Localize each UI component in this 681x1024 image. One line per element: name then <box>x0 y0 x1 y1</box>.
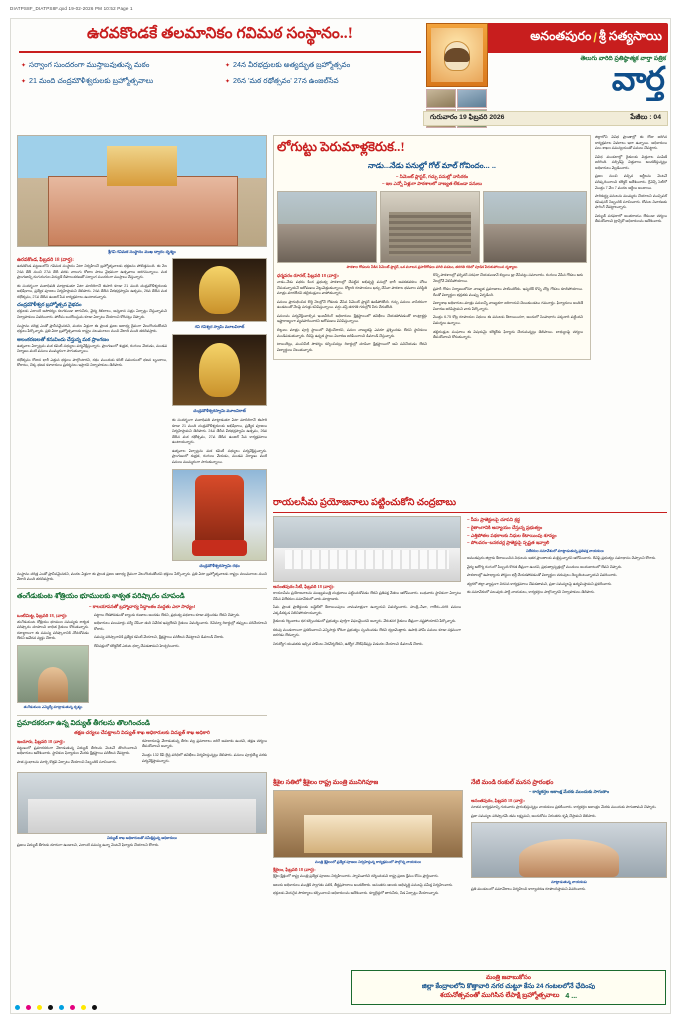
rayalaseema-point-1: – సీమ ప్రాజెక్టులపై చూపని శ్రద్ధ <box>467 517 521 522</box>
logutu-headline: లోగుట్టు పెరుమాళ్లకెరుక..! <box>277 139 405 154</box>
deity-photo-2-caption: చంద్రమౌళీశ్వరస్వామి మూలవిరాట్ <box>193 408 246 413</box>
reg-dot-magenta <box>26 1005 31 1010</box>
dateline-1: ఉరవకొండ, ఫిబ్రవరి 18 (వార్త): <box>17 258 74 263</box>
tangedu-headline: తంగేడుకుంట శోత్రియం భూములకు శాశ్వత పరిష్కారం చూపండి <box>17 591 185 600</box>
reg-dot-black-2 <box>92 1005 97 1010</box>
rayalaseema-subcap: విలేకరుల సమావేశంలో మాట్లాడుతున్న ప్రతిపక్ష నాయకులు <box>526 549 604 554</box>
logutu-photo-2 <box>380 191 480 263</box>
power-col-1: ఇందూరు, ఫిబ్రవరి 18 (వార్త): పట్టణంలో ప్రమాదకరంగా వేలాడుతున్న విద్యుత్ తీగలను వెంటనే తొలగించాలని అధికారులు ఆదేశించారు. స్థానికుల ఫిర్యాదుల మేరకు క్షేత్రస్థాయి పరిశీలన చేపట్టారు. పాత స్తంభాలను మార్చి కొత్తవి ఏర్పాటు చేయాలని సిబ్బందికి సూచించారు. <box>17 738 137 764</box>
story-tangedu <box>17 588 267 710</box>
reg-dot-cyan <box>15 1005 20 1010</box>
story-srisaila: శ్రీశైల సతిలో శ్రీశైలం రాష్ట్ర మంత్రి మునిగిపూజ మంత్రి శ్రీశైలంలో ప్రత్యేక పూజలు నిర్వహిస్తున్న కార్యక్రమంలో పాల్గొన్న నాయకులు శ్రీశైలం, ఫిబ్రవరి 18 (వార్త): శ్రీశైల క్షేత్రంలో రాష్ట్ర మంత్రి ప్రత్యేక పూజలు నిర్వహించారు. స్వామివారిని దర్శించుకుని రాష్ట్ర ప్రజల క్షేమం కోసం ప్రార్థించారు. ఆలయ అధికారులు మంత్రికి స్వాగతం పలికి, తీర్థప్రసాదాలు అందజేశారు. అనంతరం ఆలయ అభివృద్ధి పనులపై సమీక్ష నిర్వహించారు. భక్తులకు మెరుగైన సౌకర్యాలు కల్పించాలని అధికారులను ఆదేశించారు. క్యూలైన్లలో తాగునీరు, నీడ ఏర్పాట్లు చేయాలన్నారు. <box>273 779 463 900</box>
srisaila-headline: శ్రీశైల సతిలో శ్రీశైలం రాష్ట్ర మంత్రి మునిగిపూజ <box>273 779 379 786</box>
left-photo-col <box>172 258 267 569</box>
tangedu-photo <box>17 645 89 703</box>
logutu-photo-caption: పాఠశాల గోడలను పీకిన సిమెంట్ ప్లాస్టర్, ఒక మూలన ప్రహరీగోడలు పగిలి పడటం, తరగతి గదిలో పూడిక పేరుకుపోయిన దృశ్యాలు <box>346 265 518 269</box>
deity-photo-1 <box>172 258 267 322</box>
logutu-photo-1 <box>277 191 377 263</box>
rayalaseema-point-2: – రైతాంగానికి అన్యాయం చేస్తున్న ప్రభుత్వం <box>467 524 543 530</box>
reg-dot-yellow <box>37 1005 42 1010</box>
masthead-thumb-1 <box>426 89 456 108</box>
masthead-bullets <box>17 58 423 87</box>
masthead <box>11 19 672 131</box>
subhead-2: అలంకరణలతో కనువిందు చేస్తున్న మఠ ప్రాంగణం <box>17 337 109 343</box>
power-photo <box>17 772 267 834</box>
logutu-point-2: – ఇల ఎన్నో ఏళ్లుగా పాఠశాలలో నాణ్యత లేకుండా పనులు <box>381 181 483 186</box>
right-rail <box>595 135 667 228</box>
masthead-rule <box>19 51 421 53</box>
sub-brand-text: తెలుగు వారిది ప్రతిష్ఠాత్మక వార్తా పత్రిక <box>580 56 666 62</box>
rayalaseema-left: అనంతపురం సిటీ, ఫిబ్రవరి 18 (వార్త): రాయలసీమ ప్రయోజనాలను ముఖ్యమంత్రి చంద్రబాబు పట్టించుకోవడం లేదని ప్రతిపక్ష నేతలు ఆరోపించారు. బుధవారం స్థానికంగా ఏర్పాటు చేసిన విలేకరుల సమావేశంలో వారు మాట్లాడారు. సీమ ప్రాంత ప్రాజెక్టులకు బడ్జెట్‌లో కేటాయింపులు నామమాత్రంగా ఉన్నాయని విమర్శించారు. హంద్రీ–నీవా, గాలేరు–నగరి పనులు ఎక్కడికక్కడ నిలిచిపోయాయన్నారు. రైతులకు గిట్టుబాటు ధర కల్పించడంలో ప్రభుత్వం పూర్తిగా విఫలమైందని అన్నారు. వేరుశనగ రైతులు తీవ్రంగా నష్టపోయారని పేర్కొన్నారు. కరువు మండలాలుగా ప్రకటించాలని ఎన్నిసార్లు కోరినా ప్రభుత్వం స్పందించడం లేదని ధ్వజమెత్తారు. ఉపాధి హామీ పనులు కూడా సక్రమంగా జరగడం లేదన్నారు. నిరుద్యోగ యువతకు ఇచ్చిన హామీలు నెరవేర్చలేదని, ఉద్యోగ నోటిఫికేషన్లు విడుదల చేయాలని డిమాండ్ చేశారు. <box>273 516 461 651</box>
power-col-2: రహదారులపై వేలాడుతున్న తీగల వల్ల ప్రమాదాలు జరిగే అవకాశం ఉందని, తక్షణ చర్యలు తీసుకోవాలని అన్నారు. మొత్తం 132 కేవీ లైన్ల పరిధిలో తనిఖీలు నిర్వహిస్తున్నట్లు తెలిపారు. పనులు పూర్తయ్యే వరకు పర్యవేక్షిస్తామన్నారు. <box>142 738 267 763</box>
story-logutu <box>273 135 591 360</box>
newspaper-sheet <box>10 18 671 1014</box>
reg-dot-yellow-2 <box>81 1005 86 1010</box>
sai-baba-logo <box>426 23 488 87</box>
chariot-photo-caption: చంద్రమౌళీశ్వరస్వామి రథం <box>199 562 240 568</box>
rayalaseema-point-3: – ఎత్తిపోతల పథకాలకు నిధుల కేటాయింపు శూన్యం <box>467 532 557 538</box>
neti-dateline: అనంతపురం, ఫిబ్రవరి 18 (వార్త): <box>471 798 525 803</box>
registration-dots <box>15 1004 345 1010</box>
tangedu-photo-caption: తంగేడుకుంట ఎమ్మెల్యే మాట్లాడుతున్న దృశ్యం <box>23 704 83 709</box>
left-body-2: భక్తులకు ఎలాంటి అసౌకర్యం కలగకుండా తాగునీరు, వైద్య శిబిరాలు, అన్నదాన సత్రం ఏర్పాట్లు చేస్తున్నామని నిర్వాహకులు వివరించారు. పోలీసు బందోబస్తును కూడా ఏర్పాటు చేయాలని కోరినట్లు చెప్పారు. సంస్థానం చరిత్ర ఎంతో ప్రాచీనమైనదని, వందల ఏళ్లుగా ఈ ప్రాంత ప్రజల ఆరాధ్య దైవంగా వెలుగొందుతోందని భక్తులు పేర్కొన్నారు. ప్రతి ఏటా బ్రహ్మోత్సవాలకు రాష్ట్రం నలుమూలల నుంచి వేలాది మంది తరలివస్తారు. <box>17 309 167 334</box>
neti-subhead: – కార్యకర్తల ఆకాంక్ష మేరకు ముందుకు సాగుతాం <box>528 789 610 794</box>
rayalaseema-headline: రాయలసీమ ప్రయోజనాలు పట్టించుకోని చంద్రబాబు <box>273 498 457 508</box>
left-body-4: సంస్థానం చరిత్ర ఎంతో ప్రాచీనమైనదని, వందల ఏళ్లుగా ఈ ప్రాంత ప్రజల ఆరాధ్య దైవంగా వెలుగొందుతోందని భక్తులు పేర్కొన్నారు. ప్రతి ఏటా బ్రహ్మోత్సవాలకు రాష్ట్రం నలుమూలల నుంచి వేలాది మంది తరలివస్తారు. <box>17 571 267 582</box>
chariot-photo <box>172 469 267 561</box>
paper-title: వార్త <box>611 62 664 98</box>
masthead-headline: ఉరవకొండకే తలమానికం గవిమఠ సంస్థానం..! <box>86 25 354 42</box>
left-body-3: ఉత్సవాల ఏర్పాట్లను మఠ కమిటీ సభ్యులు పర్యవేక్షిస్తున్నారు. ప్రాంగణంలో శుభ్రత, రంగులు వేయడం, మండప నిర్మాణం వంటి పనులు ముమ్మరంగా సాగుతున్నాయి. రథోత్సవం రోజున భారీ ఎత్తున భక్తులు పాల్గొంటారని, రథం ముందుకు కదిలే సమయంలో భజన బృందాలు, కోలాటం, చెక్క భజన కళాకారులు ప్రదర్శనలు ఇస్తారని నిర్వాహకులు తెలిపారు. <box>17 343 167 368</box>
power-dateline: ఇందూరు, ఫిబ్రవరి 18 (వార్త): <box>17 738 65 744</box>
tangedu-col-text: పట్టాలు లేకపోవడంతో బ్యాంకు రుణాలు అందడం లేదని, ప్రభుత్వ పథకాలు కూడా వర్తించడం లేదని చెప్పారు. అధికారులు పలుమార్లు సర్వే చేసినా తుది నివేదిక ఇవ్వలేదని రైతులు విమర్శించారు. రెవెన్యూ రికార్డుల్లో తప్పులు సరిచేయాలని కోరారు. సమస్య పరిష్కారానికి ప్రత్యేక కమిటీ వేయాలని, క్షేత్రస్థాయి పరిశీలన చేపట్టాలని డిమాండ్ చేశారు. లేనిపక్షంలో కలెక్టరేట్ ఎదుట ధర్నా చేపడతామని హెచ్చరించారు. <box>94 612 267 648</box>
bottom-strip-line-2: శయనోత్సవంతో ముగిసిన లేపాక్షి బ్రహ్మోత్సవాలు <box>439 992 560 999</box>
masthead-bullet-1: ✦ సర్వాంగ సుందరంగా ముస్తాబవుతున్న మఠం <box>21 60 150 69</box>
deity-photo-2 <box>172 334 267 406</box>
masthead-thumb-2 <box>457 89 487 108</box>
brand-district-2: శ్రీ సత్యసాయి <box>598 29 662 43</box>
story-rayalaseema <box>273 497 667 651</box>
masthead-bullet-4: ✦ 26న 'మఠ రథోత్సవం' 27న ఉంజల్‌సేవ <box>225 76 339 85</box>
srisaila-dateline: శ్రీశైలం, ఫిబ్రవరి 18 (వార్త): <box>273 867 316 872</box>
tangedu-subhead: – కాలయాపనతో బ్రహ్మాచార్య సిద్ధాంతం మద్దతు ఎలా సాధ్యం! <box>88 603 196 609</box>
logutu-col-1: ధర్మవరం రూరల్, ఫిబ్రవరి 18 (వార్త): నాడు–నేడు పథకం కింద ప్రభుత్వ పాఠశాలల్లో చేపట్టిన అభివృద్ధి పనుల్లో భారీ అవకతవకలు చోటు చేసుకున్నాయనే ఆరోపణలు వెల్లువెత్తుతున్నాయి. కోట్లాది రూపాయలు ఖర్చు చేసినా పాఠశాల భవనాల పరిస్థితి మాత్రం మారలేదని తల్లిదండ్రులు వాపోతున్నారు. పనులు ప్రారంభించిన కొద్ది నెలల్లోనే గోడలకు వేసిన సిమెంట్ ప్లాస్టర్ ఊడిపోతోంది. గచ్చు పనులు నాసిరకంగా ఉండటంతో నేలపై పగుళ్లు కనిపిస్తున్నాయి. వర్షం వస్తే తరగతి గదుల్లోకి నీరు చేరుతోంది. పనులను పర్యవేక్షించాల్సిన ఇంజనీరింగ్ అధికారులు క్షేత్రస్థాయిలో తనిఖీలు చేయకపోవడంతో కాంట్రాక్టర్లు ఇష్టారాజ్యంగా వ్యవహరించారని ఆరోపణలు వినిపిస్తున్నాయి. బిల్లులు మాత్రం పూర్తి స్థాయిలో చెల్లించేశారని, పనుల నాణ్యతపై ఎవరూ ప్రశ్నించడం లేదని స్థానికులు మండిపడుతున్నారు. దీనిపై ఉన్నత స్థాయి విచారణ జరిపించాలని డిమాండ్ చేస్తున్నారు. టాయిలెట్లు, మంచినీటి సౌకర్యం కల్పించినట్లు రికార్డుల్లో చూపినా క్షేత్రస్థాయిలో అవి పనిచేయడం లేదని విద్యార్థులు చెబుతున్నారు. <box>277 273 427 352</box>
story-neti: నేటి మండి రంకుల్ మనస ప్రారంభం – కార్యకర్తల ఆకాంక్ష మేరకు ముందుకు సాగుతాం అనంతపురం, ఫిబ్రవరి 18 (వార్త): నూతన కార్యక్రమాన్ని గురువారం ప్రారంభిస్తున్నట్లు నాయకులు ప్రకటించారు. కార్యకర్తల ఆకాంక్షల మేరకు ముందుకు సాగుతామని చెప్పారు. ప్రజా సమస్యల పరిష్కారమే తమ లక్ష్యమని, అందుకోసం నిరంతరం కృషి చేస్తామని తెలిపారు. మాట్లాడుతున్న నాయకుడు ప్రతి మండలంలో సమావేశాలు నిర్వహించి కార్యాచరణ రూపొందిస్తామని వివరించారు. <box>471 779 667 896</box>
power-subhead: తక్షణ చర్యలు చేపట్టాలని విద్యుత్ శాఖ అధికారులకు విద్యుత్ శాఖ అధికారి <box>74 730 210 736</box>
bottom-strip-title: మంత్రి జవాబుకోసం <box>486 975 531 981</box>
srisaila-photo-caption: మంత్రి శ్రీశైలంలో ప్రత్యేక పూజలు నిర్వహిస్తున్న కార్యక్రమంలో పాల్గొన్న నాయకులు <box>314 860 422 864</box>
left-text-col-1 <box>17 258 167 569</box>
issue-date: గురువారం 19 ఫిబ్రవరి 2026 <box>430 114 505 121</box>
neti-photo <box>471 822 667 878</box>
logutu-dateline: ధర్మవరం రూరల్, ఫిబ్రవరి 18 (వార్త): <box>277 273 340 278</box>
print-header: DIATPS8F_DIATPS8F.qxd 19-02-2026 PM 10:52 Page 1 <box>10 6 133 11</box>
deity-photo-1-caption: గవి గవిశ్వర స్వామి మూలవిరాట్ <box>194 324 245 329</box>
page-count: పేజీలు : 04 <box>630 114 661 121</box>
right-rail-text: జిల్లాలోని వివిధ ప్రాంతాల్లో ఈ రోజు జరిగిన కార్యక్రమాల వివరాలు ఇలా ఉన్నాయి. అధికారులు పలు శాఖల సమన్వయంతో పనులు చేపట్టారు. వివిధ మండలాల్లో రైతులకు విత్తనాల పంపిణీ జరిగింది. సబ్సిడీపై విత్తనాలు అందజేస్తున్నట్లు అధికారులు వెల్లడించారు. ప్రజల నుంచి వచ్చిన అర్జీలను వెంటనే పరిష్కరించాలని కలెక్టర్ ఆదేశించారు. గ్రీవెన్స్ సెల్‌లో మొత్తం 7 వేల 7 వందల అర్జీలు అందాయి. పారిశుద్ధ్య పనులను ముమ్మరం చేయాలని మున్సిపల్ కమిషనర్ సిబ్బందికి సూచించారు. దోమల నివారణకు ఫాగింగ్ చేపట్టాలన్నారు. విద్యుత్ సరఫరాలో అంతరాయం లేకుండా చర్యలు తీసుకోవాలని ట్రాన్స్‌కో అధికారులను ఆదేశించారు. <box>595 135 667 224</box>
bottom-strip-page-number: 4 ... <box>565 993 578 1000</box>
temple-photo-caption: శ్రీగవి గవిమఠ సంస్థానం ముఖ ద్వారం దృశ్యం <box>108 249 176 254</box>
rayalaseema-point-4: – పోలవరం–బనకచర్ల ప్రాజెక్టుపై స్పష్టత ఇవ్వాలి <box>467 540 550 546</box>
rayalaseema-right: – సీమ ప్రాజెక్టులపై చూపని శ్రద్ధ – రైతాంగానికి అన్యాయం చేస్తున్న ప్రభుత్వం – ఎత్తిపోతల పథకాలకు నిధుల కేటాయింపు శూన్యం – పోలవరం–బనకచర్ల ప్రాజెక్టుపై స్పష్టత ఇవ్వాలి విలేకరుల సమావేశంలో మాట్లాడుతున్న ప్రతిపక్ష నాయకులు అనంతపురం జిల్లాకు కేటాయించిన నిధులను ఇతర ప్రాంతాలకు మళ్లిస్తున్నారని ఆరోపించారు. దీనిపై ప్రభుత్వం సమాధానం చెప్పాలని కోరారు. వైద్య ఆరోగ్య రంగంలో సిబ్బంది కొరత తీవ్రంగా ఉందని, ప్రభుత్వాస్పత్రుల్లో మందులు అందుబాటులో లేవని చెప్పారు. పాఠశాలల్లో ఉపాధ్యాయ పోస్టుల భర్తీ చేయకపోవడంతో విద్యార్థుల చదువులు దెబ్బతింటున్నాయని వివరించారు. త్వరలో జిల్లా వ్యాప్తంగా నిరసన కార్యక్రమాలు చేపడతామని, ప్రజా సమస్యలపై ఉద్యమిస్తామని ప్రకటించారు. ఈ సమావేశంలో పలువురు పార్టీ నాయకులు, కార్యకర్తలు పాల్గొన్నారని నిర్వాహకులు తెలిపారు. <box>467 516 663 651</box>
subhead-1: చంద్రమౌళీశ్వర బ్రహ్మోత్సవ వైభవం <box>17 303 82 309</box>
brand-separator: / <box>593 31 597 45</box>
bottom-strip-line-1: జిల్లా కేంద్రాలలోని కొత్తావారి నగర చుట్టూ కేసు 24 గంటలలోనే ఛేదింపు <box>421 983 596 990</box>
tangedu-dateline: ఒంటిమిట్ట, ఫిబ్రవరి 18, (వార్త): <box>17 612 68 618</box>
temple-photo <box>17 135 267 247</box>
story-power: ప్రమాదకరంగా ఉన్న విద్యుత్ తీగలను తొలగించండి తక్షణ చర్యలు చేపట్టాలని విద్యుత్ శాఖ అధికారులకు విద్యుత్ శాఖ అధికారి ఇందూరు, ఫిబ్రవరి 18 (వార్త): పట్టణంలో ప్రమాదకరంగా వేలాడుతున్న విద్యుత్ తీగలను వెంటనే తొలగించాలని అధికారులు ఆదేశించారు. స్థానికుల ఫిర్యాదుల మేరకు క్షేత్రస్థాయి పరిశీలన చేపట్టారు. పాత స్తంభాలను మార్చి కొత్తవి ఏర్పాటు చేయాలని సిబ్బందికి సూచించారు. రహదారులపై వేలాడుతున్న తీగల వల్ల ప్రమాదాలు జరిగే అవకాశం ఉందని, తక్షణ చర్యలు తీసుకోవాలని అన్నారు. మొత్తం 132 కేవీ లైన్ల పరిధిలో తనిఖీలు నిర్వహిస్తున్నట్లు తెలిపారు. పనులు పూర్తయ్యే వరకు పర్యవేక్షిస్తామన్నారు. విద్యుత్ శాఖ అధికారులతో సమీక్షిస్తున్న అధికారులు ప్రజలు విద్యుత్ తీగలకు దూరంగా ఉండాలని, ఎలాంటి సమస్య ఉన్నా వెంటనే ఫిర్యాదు చేయాలని కోరారు. <box>17 715 267 848</box>
date-bar <box>423 111 668 126</box>
reg-dot-magenta-2 <box>70 1005 75 1010</box>
neti-photo-caption: మాట్లాడుతున్న నాయకుడు <box>551 880 587 885</box>
masthead-bullet-2: ✦ 24న వీరభద్రులకు అత్యద్భుత బ్రహ్మోత్సవం <box>225 60 351 69</box>
left-column <box>17 135 267 851</box>
masthead-bullet-3: ✦ 21 మంది చంద్రమౌళీశ్వరులకు బ్రహ్మోత్సవాలు <box>21 76 154 85</box>
logutu-col-2: కొన్ని పాఠశాలల్లో ఫర్నిచర్ సరఫరా చేయకుండానే బిల్లులు డ్రా చేసినట్లు సమాచారం. రంగులు వేసిన గోడలు ఆరు నెలల్లోనే వెలిసిపోయాయి. ప్రహరీ గోడల నిర్మాణంలోనూ నాణ్యత ప్రమాణాలు పాటించలేదు. ఇప్పటికే కొన్ని చోట్ల గోడలు కూలిపోయాయి. దీంతో విద్యార్థుల భద్రతకు ముప్పు ఏర్పడింది. విద్యాశాఖ అధికారులు మాత్రం పనులన్నీ నాణ్యతగా జరిగాయని చెబుతుండటం గమనార్హం. ఫిర్యాదులు అందితే విచారణ జరిపిస్తామని వారు పేర్కొన్నారు. మొత్తం 6.75 కోట్ల రూపాయల నిధులు ఈ పనులకు కేటాయించగా, అందులో సింహభాగం పక్కదారి పట్టిందని విమర్శలు ఉన్నాయి. తల్లిదండ్రుల సంఘాలు ఈ విషయమై కలెక్టర్‌కు ఫిర్యాదు చేయనున్నట్లు తెలిపాయి. బాధ్యులపై చర్యలు తీసుకోవాలని కోరుతున్నారు. <box>433 273 583 340</box>
rayalaseema-dateline: అనంతపురం సిటీ, ఫిబ్రవరి 18 (వార్త): <box>273 584 335 589</box>
logutu-photo-3 <box>483 191 587 263</box>
tangedu-col-photo: ఒంటిమిట్ట, ఫిబ్రవరి 18, (వార్త): తంగేడుకుంట శోత్రియం భూముల సమస్యకు శాశ్వత పరిష్కారం చూపాలని బాధిత రైతులు కోరుతున్నారు. దశాబ్దాలుగా ఈ సమస్య పరిష్కారానికి నోచుకోవడం లేదని ఆవేదన వ్యక్తం చేశారు. తంగేడుకుంట ఎమ్మెల్యే మాట్లాడుతున్న దృశ్యం <box>17 612 89 709</box>
left-body-1: ఉరవకొండ పట్టణంలోని గవిమఠ సంస్థానం ఏటా నిర్వహించే బ్రహ్మోత్సవాలకు భక్తజనం పోటెత్తనుంది. ఈ నెల 24వ తేదీ నుంచి 27వ తేదీ వరకు నాలుగు రోజుల పాటు వైభవంగా ఉత్సవాలు జరగనున్నాయి. మఠ ప్రాంగణాన్ని రంగురంగుల విద్యుత్ దీపాలంకరణతో సర్వాంగ సుందరంగా ముస్తాబు చేస్తున్నారు. ఈ సందర్భంగా మఠాధిపతి మాట్లాడుతూ ఏటా మాదిరిగానే ఈసారి కూడా 21 మంది చంద్రమౌళీశ్వరులకు అభిషేకాలు, ప్రత్యేక పూజలు నిర్వహిస్తామని తెలిపారు. 24వ తేదీన వీరభద్రస్వామి ఉత్సవం, 26వ తేదీన మఠ రథోత్సవం, 27వ తేదీన ఉంజల్ సేవ కార్యక్రమాలు ఉంటాయన్నారు. <box>17 264 167 299</box>
bottom-strip <box>351 970 666 1005</box>
masthead-left <box>17 25 423 92</box>
logutu-subhead: నాడు...నేడు పనుల్లో గోల్ మాల్ గోవిందం... .. <box>367 161 497 170</box>
reg-dot-cyan-2 <box>59 1005 64 1010</box>
logutu-point-1: – సిమెంట్ ప్లాస్టర్, గచ్చు పనుల్లో నాసిరకం <box>395 174 469 179</box>
srisaila-photo <box>273 790 463 858</box>
reg-dot-black <box>48 1005 53 1010</box>
brand-district: అనంతపురం <box>530 29 592 43</box>
rayalaseema-photo <box>273 516 461 582</box>
power-photo-caption: విద్యుత్ శాఖ అధికారులతో సమీక్షిస్తున్న అధికారులు <box>107 835 177 840</box>
neti-headline: నేటి మండి రంకుల్ మనస ప్రారంభం <box>471 779 554 786</box>
left-photo-col-text: ఈ సందర్భంగా మఠాధిపతి మాట్లాడుతూ ఏటా మాదిరిగానే ఈసారి కూడా 21 మంది చంద్రమౌళీశ్వరులకు అభిషేకాలు, ప్రత్యేక పూజలు నిర్వహిస్తామని తెలిపారు. 24వ తేదీన వీరభద్రస్వామి ఉత్సవం, 26వ తేదీన మఠ రథోత్సవం, 27వ తేదీన ఉంజల్ సేవ కార్యక్రమాలు ఉంటాయన్నారు. ఉత్సవాల ఏర్పాట్లను మఠ కమిటీ సభ్యులు పర్యవేక్షిస్తున్నారు. ప్రాంగణంలో శుభ్రత, రంగులు వేయడం, మండప నిర్మాణం వంటి పనులు ముమ్మరంగా సాగుతున్నాయి. <box>172 418 267 464</box>
power-headline: ప్రమాదకరంగా ఉన్న విద్యుత్ తీగలను తొలగించండి <box>17 718 150 727</box>
